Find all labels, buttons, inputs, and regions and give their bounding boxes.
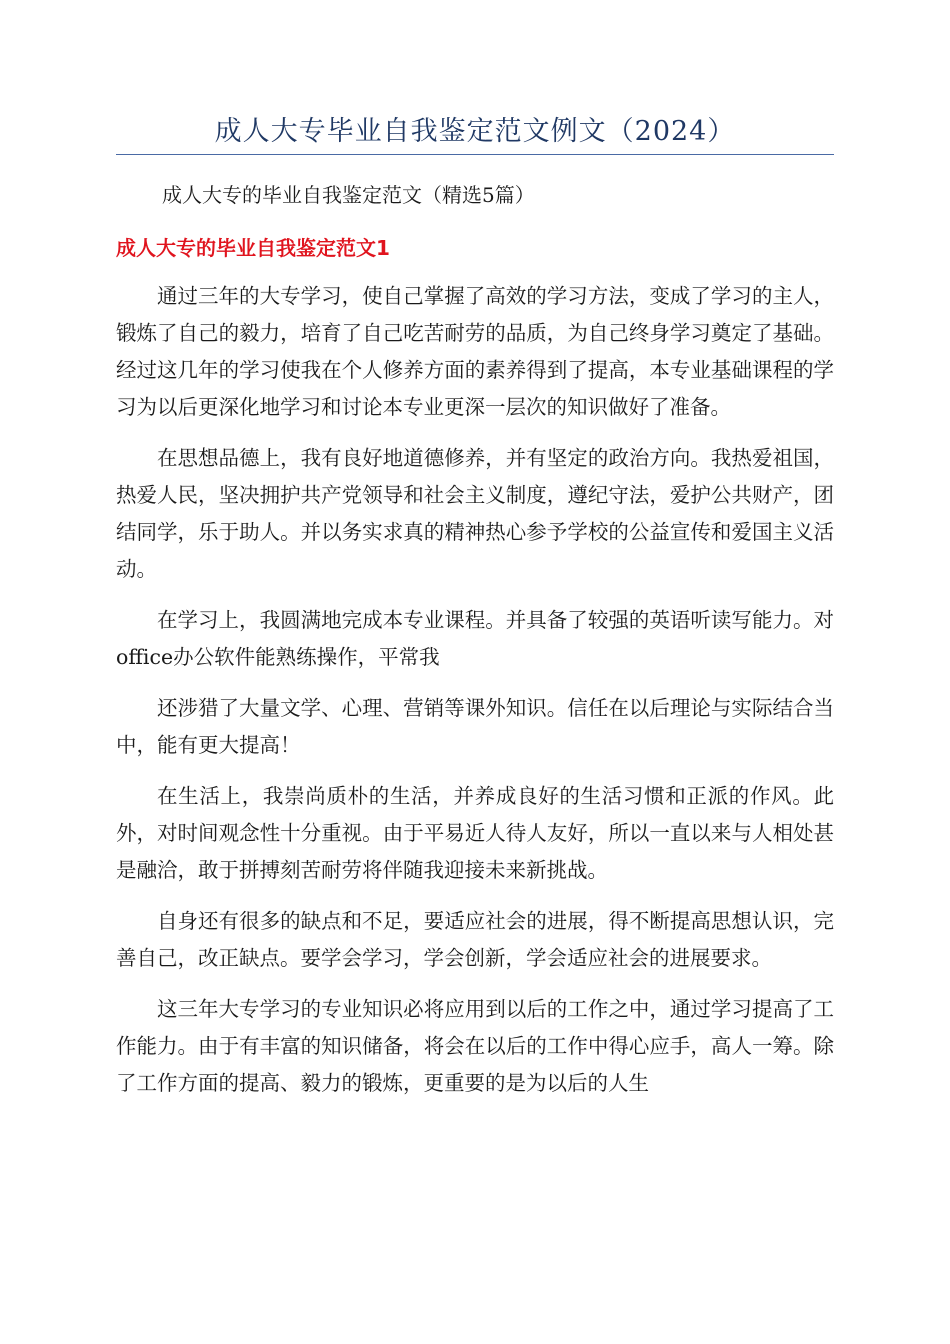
paragraph-1: 通过三年的大专学习，使自己掌握了高效的学习方法，变成了学习的主人，锻炼了自己的毅力，培育了自己吃苦耐劳的品质，为自己终身学习奠定了基础。经过这几年的学习使我在个人修养方面的素养得到了提高，本专业基础课程的学习为以后更深化地学习和讨论本专业更深一层次的知识做好了准备。	[116, 284, 834, 419]
title-underline	[116, 154, 834, 155]
paragraph-3: 在学习上，我圆满地完成本专业课程。并具备了较强的英语听读写能力。对office办公软件能熟练操作，平常我	[116, 608, 834, 669]
paragraph-7: 这三年大专学习的专业知识必将应用到以后的工作之中，通过学习提高了工作能力。由于有丰富的知识储备，将会在以后的工作中得心应手，高人一筹。除了工作方面的提高、毅力的锻炼，更重要的是为以后的人生	[116, 997, 834, 1095]
paragraph-2: 在思想品德上，我有良好地道德修养，并有坚定的政治方向。我热爱祖国，热爱人民，坚决拥护共产党领导和社会主义制度，遵纪守法，爱护公共财产，团结同学，乐于助人。并以务实求真的精神热心参予学校的公益宣传和爱国主义活动。	[116, 446, 834, 581]
body-text	[116, 278, 834, 1116]
paragraph-5: 在生活上，我崇尚质朴的生活，并养成良好的生活习惯和正派的作风。此外，对时间观念性十分重视。由于平易近人待人友好，所以一直以来与人相处甚是融洽，敢于拼搏刻苦耐劳将伴随我迎接未来新挑战。	[116, 784, 834, 882]
paragraph-4: 还涉猎了大量文学、心理、营销等课外知识。信任在以后理论与实际结合当中，能有更大提高！	[116, 696, 834, 757]
document-subtitle: 成人大专的毕业自我鉴定范文（精选5篇）	[162, 183, 535, 207]
document-title: 成人大专毕业自我鉴定范文例文（2024）	[214, 116, 736, 147]
paragraph-6: 自身还有很多的缺点和不足，要适应社会的进展，得不断提高思想认识，完善自己，改正缺点。要学会学习，学会创新，学会适应社会的进展要求。	[116, 909, 834, 970]
section-heading: 成人大专的毕业自我鉴定范文1	[116, 236, 390, 260]
